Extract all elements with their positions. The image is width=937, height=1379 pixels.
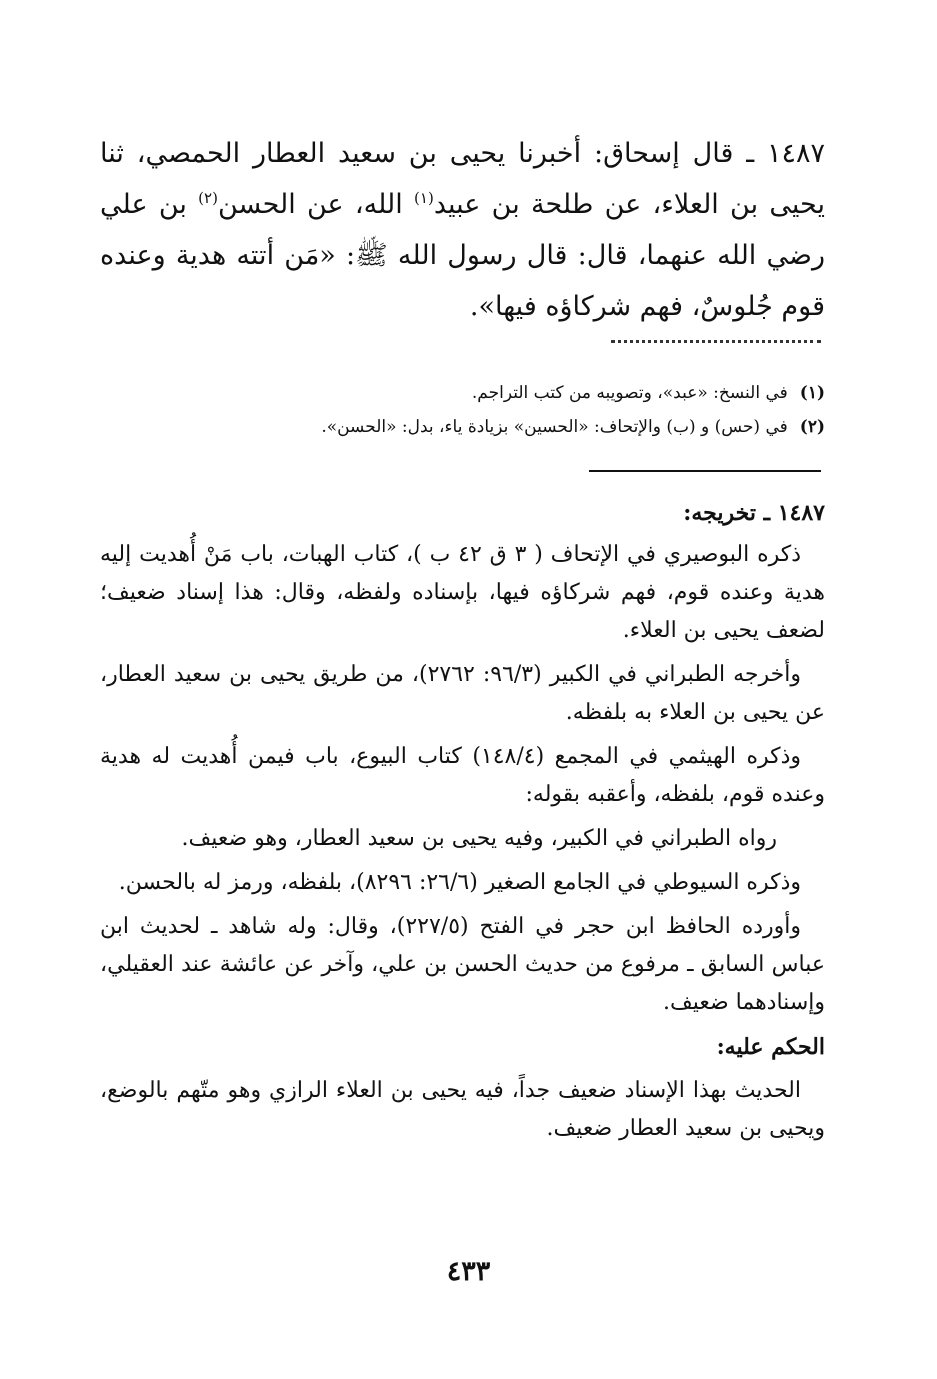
page-number: ٤٣٣ — [446, 1256, 491, 1287]
footnote-text: في النسخ: «عبد»، وتصويبه من كتب التراجم. — [471, 383, 788, 403]
takhrij-section — [100, 494, 825, 1154]
takhrij-paragraph: ذكره البوصيري في الإتحاف ( ٣ ق ٤٢ ب )، كتاب الهبات، باب مَنْ أُهديت إليه هدية وعنده قوم، فهم شركاؤه فيها، بإسناده ولفظه، وقال: هذا إسناد ضعيف؛ لضعف يحيى بن العلاء. — [100, 542, 825, 643]
takhrij-paragraph: وذكره السيوطي في الجامع الصغير (٢٦/٦: ٨٢٩٦)، بلفظه، ورمز له بالحسن. — [118, 870, 801, 895]
footnote-text: في (حس) و (ب) والإتحاف: «الحسين» بزيادة ياء، بدل: «الحسن». — [321, 417, 788, 437]
takhrij-heading: ١٤٨٧ ـ تخريجه: — [683, 500, 825, 526]
section-divider — [589, 470, 821, 472]
footnote-ref-1: (١) — [414, 189, 434, 207]
takhrij-paragraph: وأخرجه الطبراني في الكبير (٩٦/٣: ٢٧٦٢)، من طريق يحيى بن سعيد العطار، عن يحيى بن العلاء به بلفظه. — [100, 662, 825, 725]
hadith-text — [100, 128, 825, 332]
hadith-text-part: ١٤٨٧ ـ قال إسحاق: أخبرنا يحيى بن سعيد العطار الحمصي، ثنا يحيى بن العلاء، عن طلحة بن عبيد — [100, 138, 825, 220]
footnote-number: (٢) — [799, 417, 825, 437]
footnote-number: (١) — [799, 383, 825, 403]
footnotes — [100, 376, 825, 444]
ruling-heading: الحكم عليه: — [716, 1034, 825, 1060]
footnote-1 — [100, 376, 825, 410]
hadith-text-part: الله، عن الحسن — [217, 189, 415, 220]
takhrij-paragraph: وأورده الحافظ ابن حجر في الفتح (٢٢٧/٥)، وقال: وله شاهد ـ لحديث ابن عباس السابق ـ مرفوع من حديث الحسن بن علي، وآخر عن عائشة عند العقيلي، وإسنادهما ضعيف. — [100, 914, 825, 1015]
footnote-2 — [100, 410, 825, 444]
hadith-paragraph — [100, 128, 825, 332]
hadith-text-part: بن علي رضي الله عنهما، قال: قال رسول الله ﷺ: «مَن أتته هدية وعنده قوم جُلوسٌ، فهم شركاؤه فيها». — [100, 189, 825, 322]
footnote-separator — [611, 340, 821, 343]
takhrij-paragraph: وذكره الهيثمي في المجمع (١٤٨/٤) كتاب البيوع، باب فيمن أُهديت له هدية وعنده قوم، بلفظه، وأعقبه بقوله: — [100, 744, 825, 807]
takhrij-quote: رواه الطبراني في الكبير، وفيه يحيى بن سعيد العطار، وهو ضعيف. — [181, 826, 777, 851]
footnote-ref-2: (٢) — [198, 189, 218, 207]
ruling-paragraph: الحديث بهذا الإسناد ضعيف جداً، فيه يحيى بن العلاء الرازي وهو متّهم بالوضع، ويحيى بن سعيد العطار ضعيف. — [100, 1078, 825, 1141]
